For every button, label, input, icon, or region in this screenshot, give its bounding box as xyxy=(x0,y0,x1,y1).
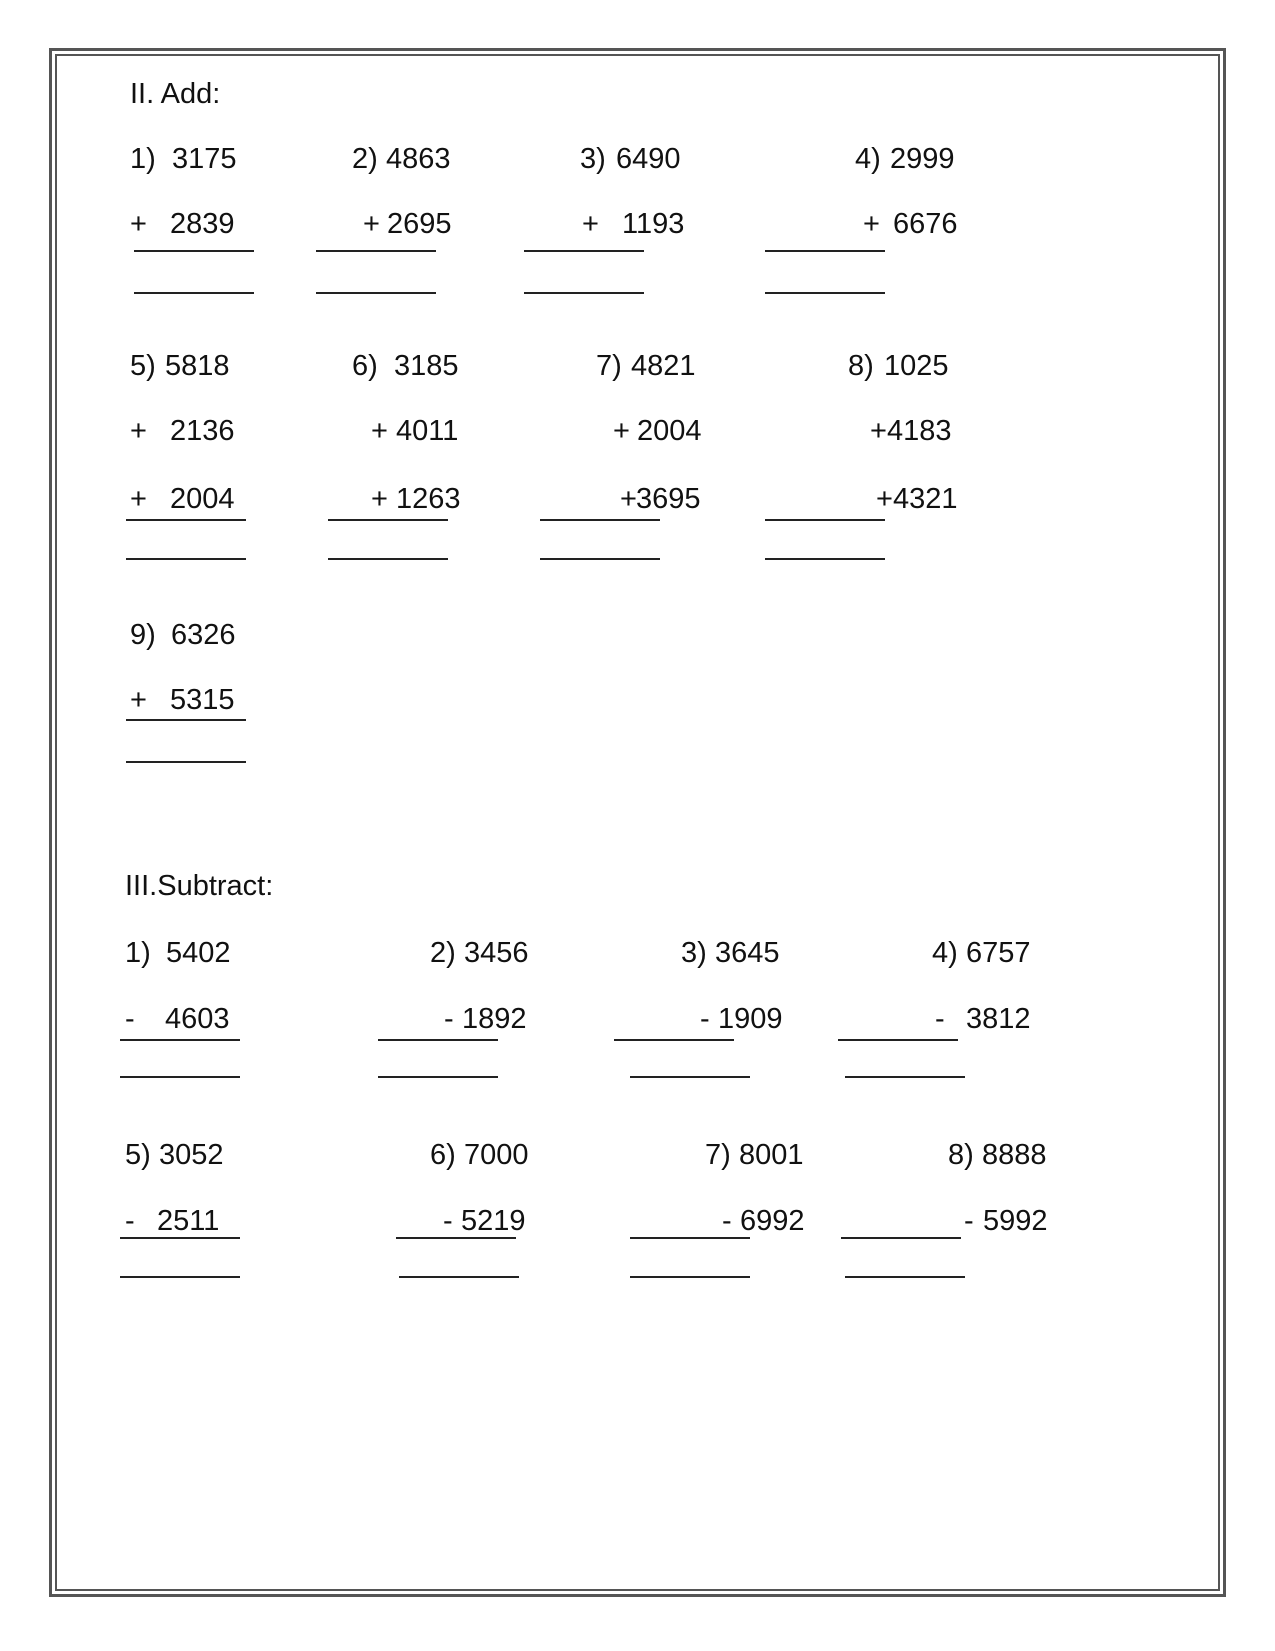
second-addend: 2136 xyxy=(170,415,235,447)
minus-sign: - xyxy=(964,1205,974,1237)
sum-line xyxy=(328,519,448,521)
sum-line xyxy=(316,250,436,252)
problem-label: 1) xyxy=(130,143,156,175)
first-addend: 2999 xyxy=(890,143,955,175)
third-addend: 3695 xyxy=(636,483,701,515)
answer-line xyxy=(126,761,246,763)
answer-line xyxy=(630,1076,750,1078)
plus-sign: + xyxy=(130,208,147,240)
first-addend: 3175 xyxy=(172,143,237,175)
problem-label: 3) xyxy=(681,937,707,969)
difference-line xyxy=(614,1039,734,1041)
subtrahend: 1892 xyxy=(462,1003,527,1035)
subtrahend: 3812 xyxy=(966,1003,1031,1035)
subtrahend: 6992 xyxy=(740,1205,805,1237)
difference-line xyxy=(838,1039,958,1041)
answer-line xyxy=(328,558,448,560)
subtrahend: 4603 xyxy=(165,1003,230,1035)
difference-line xyxy=(120,1039,240,1041)
sum-line xyxy=(765,250,885,252)
subtrahend: 5219 xyxy=(461,1205,526,1237)
first-addend: 4821 xyxy=(631,350,696,382)
problem-label: 3) xyxy=(580,143,606,175)
plus-sign: + xyxy=(130,483,147,515)
problem-label: 6) xyxy=(352,350,378,382)
plus-sign: + xyxy=(620,483,637,515)
answer-line xyxy=(316,292,436,294)
minus-sign: - xyxy=(700,1003,710,1035)
second-addend: 4183 xyxy=(887,415,952,447)
add-heading: II. Add: xyxy=(130,78,221,110)
plus-sign: + xyxy=(613,415,630,447)
plus-sign: + xyxy=(870,415,887,447)
plus-sign: + xyxy=(863,208,880,240)
problem-label: 7) xyxy=(596,350,622,382)
problem-label: 4) xyxy=(932,937,958,969)
minuend: 6757 xyxy=(966,937,1031,969)
minuend: 5402 xyxy=(166,937,231,969)
answer-line xyxy=(845,1076,965,1078)
second-addend: 1193 xyxy=(622,208,685,240)
minuend: 7000 xyxy=(464,1139,529,1171)
plus-sign: + xyxy=(130,684,147,716)
minus-sign: - xyxy=(444,1003,454,1035)
minus-sign: - xyxy=(125,1205,135,1237)
plus-sign: + xyxy=(363,208,380,240)
answer-line xyxy=(126,558,246,560)
first-addend: 1025 xyxy=(884,350,949,382)
plus-sign: + xyxy=(130,415,147,447)
problem-label: 1) xyxy=(125,937,151,969)
problem-label: 8) xyxy=(948,1139,974,1171)
answer-line xyxy=(120,1076,240,1078)
problem-label: 2) xyxy=(430,937,456,969)
difference-line xyxy=(378,1039,498,1041)
second-addend: 2695 xyxy=(387,208,452,240)
minus-sign: - xyxy=(443,1205,453,1237)
problem-label: 7) xyxy=(705,1139,731,1171)
subtract-heading: III.Subtract: xyxy=(125,870,274,902)
answer-line xyxy=(765,292,885,294)
answer-line xyxy=(120,1276,240,1278)
second-addend: 5315 xyxy=(170,684,235,716)
subtrahend: 1909 xyxy=(718,1003,783,1035)
difference-line xyxy=(630,1237,750,1239)
sum-line xyxy=(134,250,254,252)
plus-sign: + xyxy=(582,208,599,240)
first-addend: 6326 xyxy=(171,619,236,651)
difference-line xyxy=(396,1237,516,1239)
third-addend: 2004 xyxy=(170,483,235,515)
third-addend: 1263 xyxy=(396,483,461,515)
plus-sign: + xyxy=(371,415,388,447)
second-addend: 2839 xyxy=(170,208,235,240)
answer-line xyxy=(765,558,885,560)
sum-line xyxy=(524,250,644,252)
minuend: 3645 xyxy=(715,937,780,969)
answer-line xyxy=(399,1276,519,1278)
answer-line xyxy=(134,292,254,294)
answer-line xyxy=(845,1276,965,1278)
minuend: 3456 xyxy=(464,937,529,969)
second-addend: 2004 xyxy=(637,415,702,447)
sum-line xyxy=(765,519,885,521)
difference-line xyxy=(841,1237,961,1239)
minuend: 3052 xyxy=(159,1139,224,1171)
answer-line xyxy=(540,558,660,560)
subtrahend: 2511 xyxy=(157,1205,220,1237)
answer-line xyxy=(378,1076,498,1078)
sum-line xyxy=(540,519,660,521)
plus-sign: + xyxy=(371,483,388,515)
minuend: 8888 xyxy=(982,1139,1047,1171)
problem-label: 4) xyxy=(855,143,881,175)
third-addend: 4321 xyxy=(893,483,958,515)
problem-label: 6) xyxy=(430,1139,456,1171)
minus-sign: - xyxy=(935,1003,945,1035)
sum-line xyxy=(126,519,246,521)
first-addend: 6490 xyxy=(616,143,681,175)
first-addend: 4863 xyxy=(386,143,451,175)
answer-line xyxy=(524,292,644,294)
problem-label: 8) xyxy=(848,350,874,382)
second-addend: 6676 xyxy=(893,208,958,240)
minus-sign: - xyxy=(722,1205,732,1237)
minus-sign: - xyxy=(125,1003,135,1035)
sum-line xyxy=(126,719,246,721)
problem-label: 2) xyxy=(352,143,378,175)
subtrahend: 5992 xyxy=(983,1205,1048,1237)
page-border-inner xyxy=(55,54,1220,1591)
answer-line xyxy=(630,1276,750,1278)
problem-label: 5) xyxy=(130,350,156,382)
problem-label: 9) xyxy=(130,619,156,651)
second-addend: 4011 xyxy=(396,415,459,447)
plus-sign: + xyxy=(876,483,893,515)
first-addend: 5818 xyxy=(165,350,230,382)
problem-label: 5) xyxy=(125,1139,151,1171)
difference-line xyxy=(120,1237,240,1239)
minuend: 8001 xyxy=(739,1139,804,1171)
first-addend: 3185 xyxy=(394,350,459,382)
